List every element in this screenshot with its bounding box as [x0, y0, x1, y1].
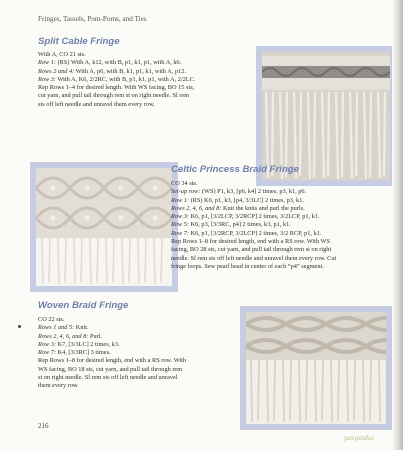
split-cable-photo — [262, 52, 390, 180]
instruction-line — [38, 59, 195, 67]
row-label: Set-up row: — [171, 188, 201, 196]
row-text: cut yarn, and pull tail through rem st on right needle. Sl rem — [38, 92, 190, 100]
instruction-line — [38, 68, 195, 76]
celtic-braid-photo-frame — [30, 162, 178, 292]
row-text: With A, p6, with B, k1, p1, k1, with A, p12. — [74, 67, 186, 75]
row-text: Rep Rows 1–8 for desired length, end with a RS row. With WS — [171, 238, 330, 246]
instruction-line — [171, 238, 336, 246]
row-text: Knit the knits and purl the purls. — [221, 204, 305, 212]
woven-braid-swatch-image — [246, 312, 386, 424]
row-text: CO 34 sts. — [171, 180, 198, 187]
row-text: K6, p1, [3/2LCP, 3/2RCP] 2 times, 3/2LCP, p1, k1. — [189, 213, 320, 221]
instruction-line — [171, 180, 336, 188]
instruction-line — [38, 51, 195, 59]
row-label: Row 1: — [38, 59, 57, 67]
row-text: (WS) P1, k3, [p6, k4] 2 times, p3, k1, p6. — [200, 188, 307, 196]
row-label: Rows 2, 4, 6, and 8: — [171, 204, 222, 212]
row-text: Rep Rows 1–8 for desired length, end with a RS row. With — [38, 357, 187, 365]
row-text: K7, [3/3LC] 2 times, k3. — [56, 340, 120, 348]
instruction-line — [171, 221, 336, 229]
instruction-line — [38, 341, 186, 349]
row-label: Rows 1 and 5: — [38, 324, 75, 332]
instruction-line — [171, 197, 336, 205]
row-text: Knit. — [74, 324, 89, 332]
celtic-braid-swatch-image — [36, 168, 172, 286]
instruction-line — [38, 357, 186, 365]
row-text: st on right needle. Sl rem sts off left needle and unravel — [38, 374, 178, 382]
woven-braid-instructions — [38, 316, 186, 391]
celtic-braid-photo — [36, 168, 172, 286]
row-text: them every row. — [38, 382, 79, 390]
instruction-line — [38, 349, 186, 357]
instruction-line — [38, 92, 195, 100]
row-text: needle. Sl rem sts off left needle and unravel them every row. Cut — [171, 254, 337, 262]
instruction-line — [171, 188, 336, 196]
row-label: Rows 2, 4, 6, and 8: — [38, 332, 89, 340]
row-text: WS facing, BO 18 sts, cut yarn, and pull tail through rem — [38, 365, 183, 373]
row-text: fringe loops. Sew pearl bead in center of each “p4” segment. — [171, 262, 324, 270]
split-cable-title: Split Cable Fringe — [38, 36, 120, 47]
row-label: Row 3: — [38, 75, 57, 83]
row-label: Row 7: — [171, 229, 190, 237]
instruction-line — [38, 333, 186, 341]
row-label: Row 5: — [171, 221, 190, 229]
instruction-line — [38, 374, 186, 382]
row-text: CO 22 sts. — [38, 316, 65, 323]
row-label: Row 1: — [171, 196, 190, 204]
row-text: (RS) With A, k12, with B, p1, k1, p1, with A, k6. — [56, 59, 182, 67]
row-label: Row 7: — [38, 349, 57, 357]
row-text: facing, BO 28 sts, cut yarn, and pull tail through rem st on right — [171, 246, 332, 254]
instruction-line — [38, 382, 186, 390]
celtic-braid-title: Celtic Princess Braid Fringe — [171, 164, 299, 175]
woven-braid-title: Woven Braid Fringe — [38, 300, 129, 311]
split-cable-instructions — [38, 51, 195, 109]
row-label: Row 3: — [38, 340, 57, 348]
row-text: With A, K6, 2/2RC, with B, p1, k1, p1, with A, 2/2LC. — [56, 75, 196, 83]
scanner-signature: yazgasha — [343, 434, 374, 442]
row-text: (RS) K6, p1, k3, [p4, 3/3LC] 2 times, p3, k1. — [189, 196, 304, 204]
instruction-line — [38, 366, 186, 374]
book-spine-shadow — [392, 0, 403, 450]
instruction-line — [38, 76, 195, 84]
woven-braid-photo-frame — [240, 306, 392, 430]
row-label: Row 3: — [171, 213, 190, 221]
celtic-braid-instructions — [171, 180, 336, 271]
instruction-line — [171, 230, 336, 238]
row-text: Rep Rows 1–4 for desired length. With WS facing, BO 15 sts, — [38, 84, 195, 92]
instruction-line — [38, 324, 186, 332]
row-text: Purl. — [88, 332, 103, 340]
instruction-line — [38, 84, 195, 92]
row-text: With A, CO 21 sts. — [38, 51, 86, 58]
instruction-line — [171, 255, 336, 263]
row-text: K6, p3, [3/3RC, p4] 2 times, k3, p1, k1. — [189, 221, 291, 229]
instruction-line — [171, 205, 336, 213]
split-cable-swatch-image — [262, 52, 390, 180]
margin-mark — [18, 325, 21, 328]
instruction-line — [38, 316, 186, 324]
instruction-line — [171, 263, 336, 271]
running-head: Fringes, Tassels, Pom-Poms, and Ties — [38, 15, 147, 23]
row-label: Rows 2 and 4: — [38, 67, 75, 75]
instruction-line — [171, 246, 336, 254]
page-number: 216 — [38, 422, 49, 430]
row-text: K6, p1, [3/2RCP, 3/2LCP] 2 times, 3/2 RCP, p1, k1. — [189, 229, 322, 237]
row-text: sts off left needle and unravel them every row. — [38, 100, 155, 108]
row-text: K4, [3/3RC] 3 times. — [56, 349, 111, 357]
instruction-line — [38, 101, 195, 109]
woven-braid-photo — [246, 312, 386, 424]
instruction-line — [171, 213, 336, 221]
